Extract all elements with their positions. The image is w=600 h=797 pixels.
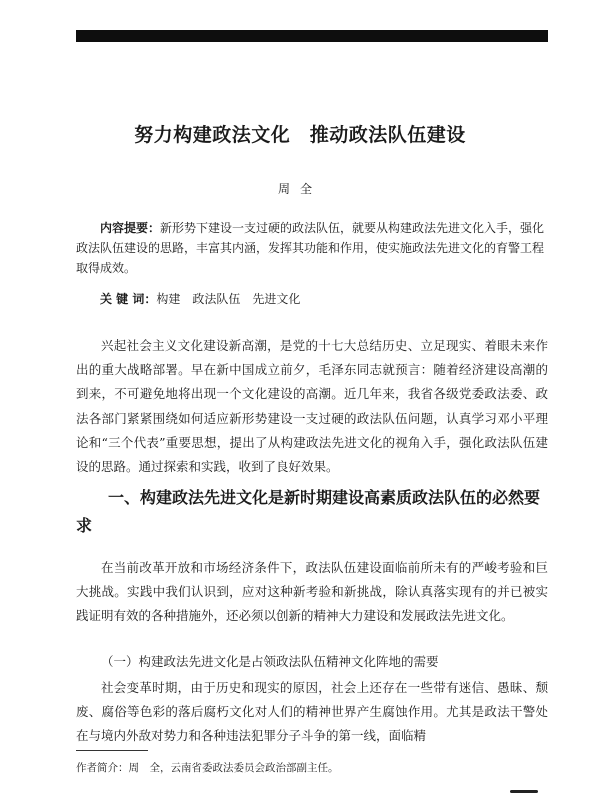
article-title: 努力构建政法文化 推动政法队伍建设 (134, 124, 466, 146)
abstract (76, 218, 548, 278)
keyword-item: 先进文化 (252, 292, 301, 306)
header-rule-bar (76, 30, 548, 42)
keywords-label: 关 键 词： (100, 292, 157, 306)
footnote-divider (76, 750, 148, 751)
footnote-author-bio: 作者简介：周 全，云南省委政法委员会政治部副主任。 (76, 762, 339, 774)
subheading-1: （一）构建政法先进文化是占领政法队伍精神文化阵地的需要 (101, 654, 439, 669)
abstract-text: 新形势下建设一支过硬的政法队伍，就要从构建政法先进文化入手，强化政法队伍建设的思路，丰富其内涵，发挥其功能和作用，使实施政法先进文化的育警工程取得成效。 (76, 221, 545, 275)
section-heading-1: 一、构建政法先进文化是新时期建设高素质政法队伍的必然要求 (76, 488, 541, 535)
keywords (76, 289, 548, 309)
keyword-item: 构建 (156, 292, 181, 306)
body-paragraph-3: 社会变革时期，由于历史和现实的原因，社会上还存在一些带有迷信、愚昧、颓废、腐俗等色彩的落后腐朽文化对人们的精神世界产生腐蚀作用。尤其是政法干警处在与境内外敌对势力和各种违法犯罪分子斗争的第一线，面临精 (76, 680, 548, 744)
author-name: 周全 (277, 182, 322, 196)
body-paragraph-1: 兴起社会主义文化建设新高潮，是党的十七大总结历史、立足现实、着眼未来作出的重大战略部署。早在新中国成立前夕，毛泽东同志就预言：随着经济建设高潮的到来，不可避免地将出现一个文化建设的高潮。近几年来，我省各级党委政法委、政法各部门紧紧围绕如何适应新形势建设一支过硬的政法队伍问题，认真学习邓小平理论和“三个代表”重要思想，提出了从构建政法先进文化的视角入手，强化政法队伍建设的思路。通过探索和实践，收到了良好效果。 (76, 338, 548, 475)
body-paragraph-2: 在当前改革开放和市场经济条件下，政法队伍建设面临前所未有的严峻考验和巨大挑战。实践中我们认识到，应对这种新考验和新挑战，除认真落实现有的并已被实践证明有效的各种措施外，还必须以创新的精神大力建设和发展政法先进文化。 (76, 560, 548, 624)
scan-mark (510, 790, 538, 793)
keyword-item: 政法队伍 (192, 292, 241, 306)
abstract-label: 内容提要： (100, 221, 161, 235)
